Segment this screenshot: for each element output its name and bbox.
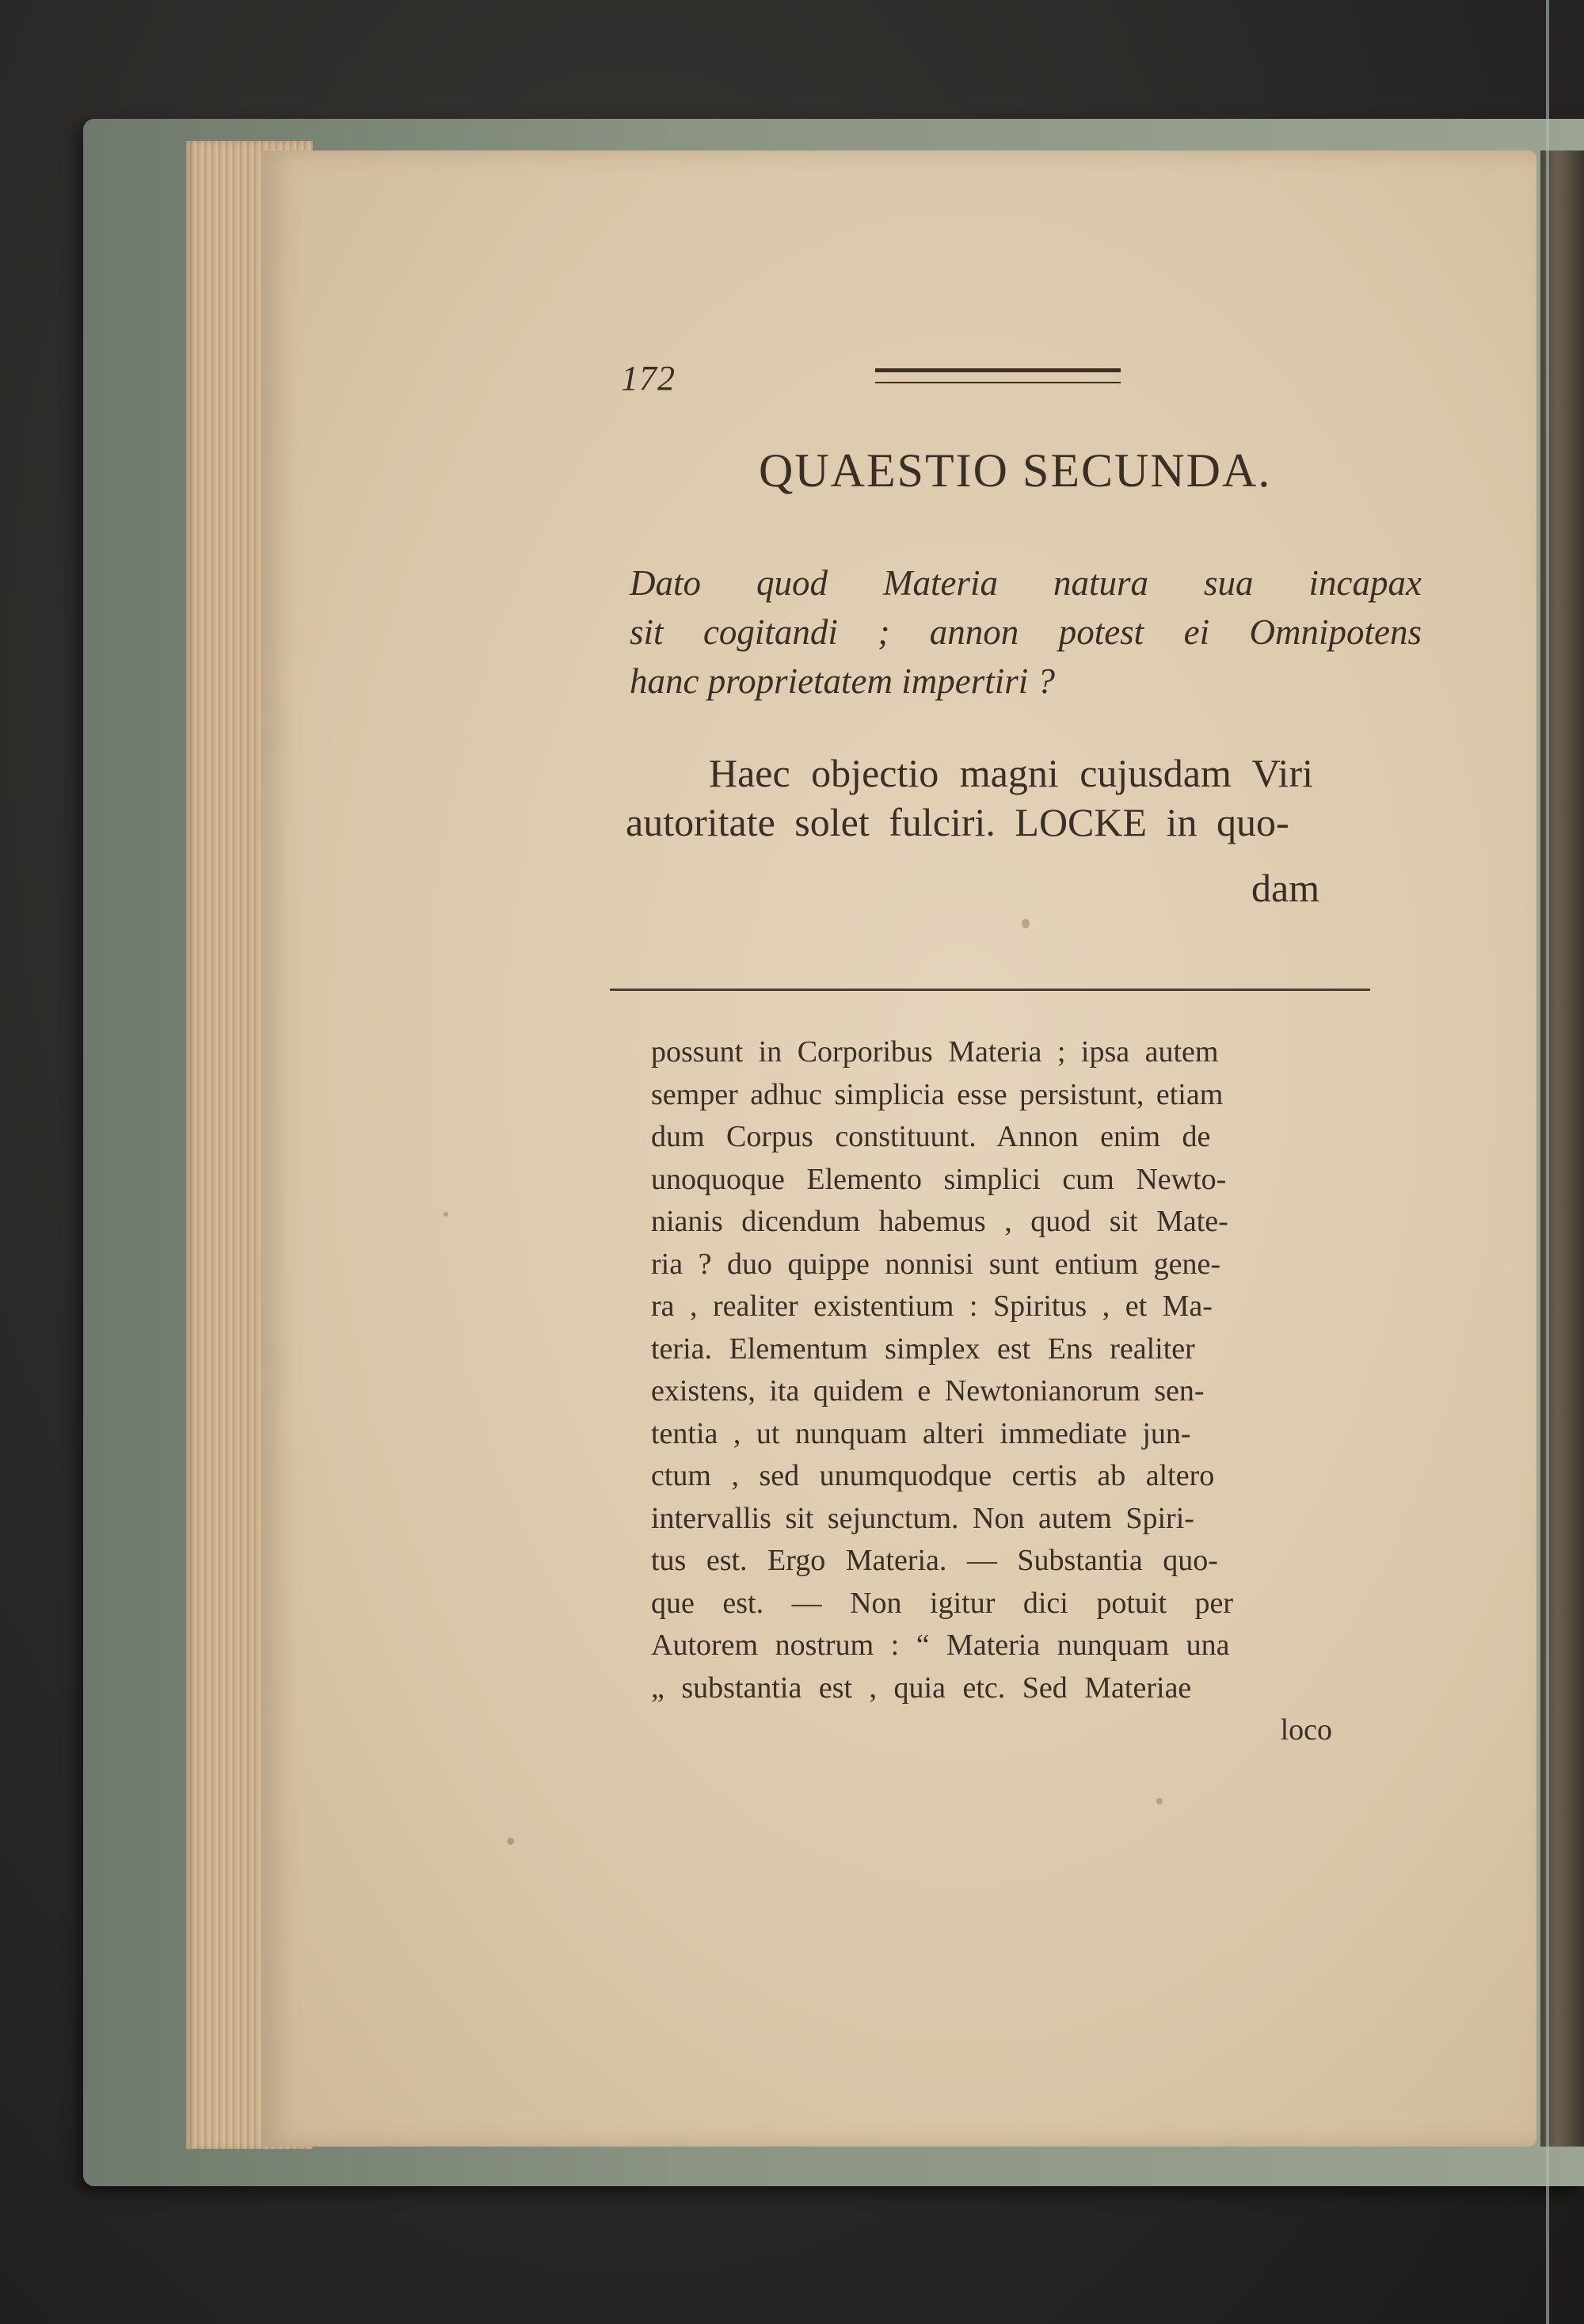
- foxing-spot: [1156, 1798, 1163, 1804]
- footnote-line: que est. — Non igitur dici potuit per: [651, 1586, 1234, 1620]
- footnote-line: dum Corpus constituunt. Annon enim de: [651, 1120, 1211, 1153]
- footnote-line: unoquoque Elemento simplici cum Newto-: [651, 1162, 1227, 1196]
- footnote-line: Autorem nostrum : “ Materia nunquam una: [651, 1629, 1230, 1662]
- body-paragraph: [626, 749, 1418, 847]
- footnote-line: semper adhuc simplicia esse persistunt, etiam: [651, 1077, 1224, 1111]
- footnote-line: existens, ita quidem e Newtonianorum sen-: [651, 1374, 1205, 1408]
- footnote-line: tus est. Ergo Materia. — Substantia quo-: [651, 1544, 1218, 1577]
- page-number: 172: [621, 359, 676, 398]
- foxing-spot: [1022, 919, 1030, 928]
- question-text: [630, 558, 1422, 706]
- footnote-line: tentia , ut nunquam alteri immediate jun-: [651, 1416, 1191, 1450]
- footnote-rule: [610, 989, 1370, 991]
- footnote-line: ra , realiter existentium : Spiritus , et Ma-: [651, 1290, 1213, 1323]
- footnote-catchword: loco: [1280, 1713, 1332, 1747]
- glass-plate-edge: [1546, 0, 1549, 2324]
- footnote-line: „ substantia est , quia etc. Sed Materiae: [651, 1671, 1192, 1705]
- body-line: Haec objectio magni cujusdam Viri: [709, 751, 1313, 795]
- footnote-line: teria. Elementum simplex est Ens realiter: [651, 1332, 1195, 1366]
- foxing-spot: [507, 1838, 514, 1845]
- page-heading: QUAESTIO SECUNDA.: [759, 444, 1272, 497]
- footnote-line: ria ? duo quippe nonnisi sunt entium gene-: [651, 1247, 1221, 1281]
- footnote-line: ctum , sed unumquodque certis ab altero: [651, 1459, 1215, 1492]
- body-line: autoritate solet fulciri. LOCKE in quo-: [626, 800, 1289, 844]
- question-line: sit cogitandi ; annon potest ei Omnipotens: [630, 612, 1422, 652]
- footnote-block: [651, 1031, 1388, 1752]
- question-line: Dato quod Materia natura sua incapax: [630, 563, 1422, 603]
- footnote-line: possunt in Corporibus Materia ; ipsa autem: [651, 1035, 1219, 1069]
- footnote-line: nianis dicendum habemus , quod sit Mate-: [651, 1205, 1228, 1238]
- footnote-line: intervallis sit sejunctum. Non autem Spiri-: [651, 1501, 1194, 1535]
- foxing-spot: [444, 1212, 448, 1217]
- header-rule: [875, 368, 1121, 383]
- catchword: dam: [1251, 866, 1320, 910]
- question-line: hanc proprietatem impertiri ?: [630, 661, 1056, 701]
